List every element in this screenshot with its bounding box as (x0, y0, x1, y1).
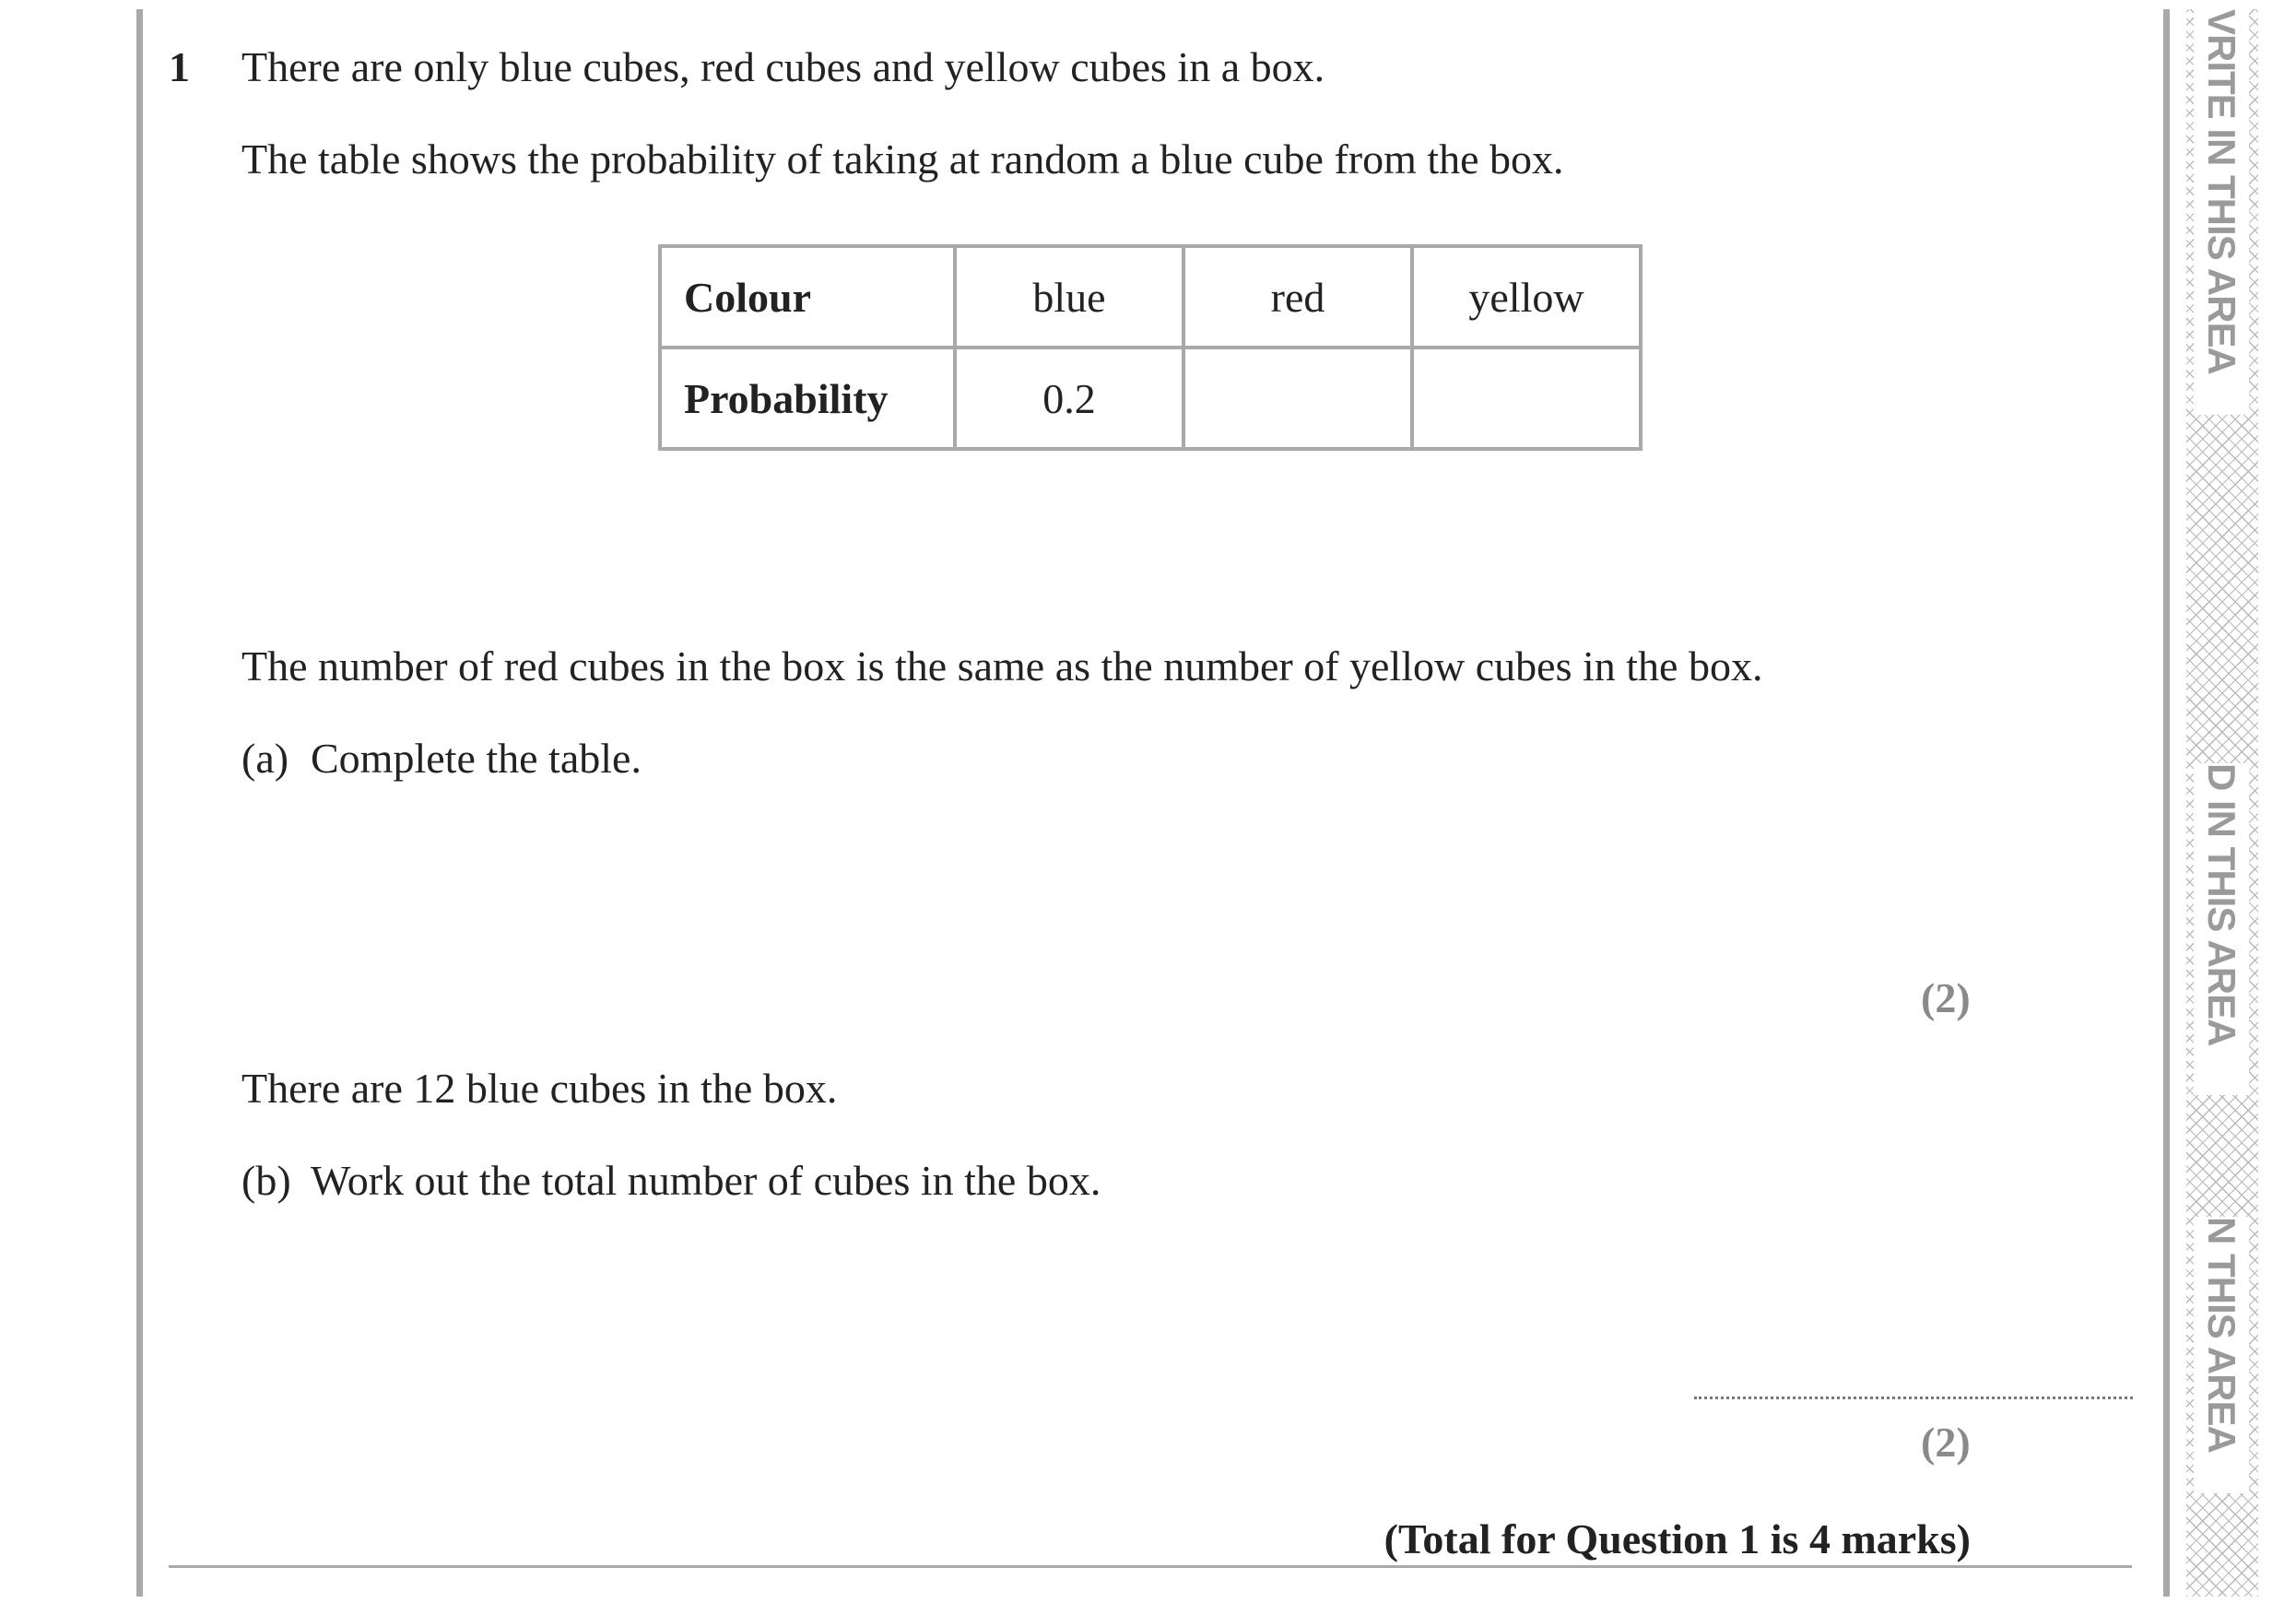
question-intro: There are only blue cubes, red cubes and yellow cubes in a box. (241, 43, 1325, 90)
part-a-text: Complete the table. (311, 735, 642, 782)
part-a-marks: (2) (1921, 974, 1971, 1021)
answer-line[interactable] (1694, 1397, 2133, 1399)
part-b-label: (b) (241, 1157, 291, 1204)
probability-cell-blue: 0.2 (955, 348, 1183, 449)
equal-cubes-statement: The number of red cubes in the box is the same as the number of yellow cubes in the box. (241, 642, 1763, 690)
colour-cell-red: red (1183, 246, 1412, 348)
blue-count-statement: There are 12 blue cubes in the box. (241, 1065, 838, 1112)
probability-row (660, 348, 1641, 449)
part-a-label: (a) (241, 735, 289, 782)
probability-table (658, 244, 1643, 451)
colour-cell-yellow: yellow (1412, 246, 1641, 348)
left-margin-rule (136, 9, 143, 1597)
probability-cell-red[interactable] (1183, 348, 1412, 449)
margin-label-3: N THIS AREA (2194, 1217, 2249, 1493)
right-margin-rule (2163, 9, 2170, 1597)
colour-cell-blue: blue (955, 246, 1183, 348)
probability-header: Probability (660, 348, 955, 449)
margin-label-2: D IN THIS AREA (2194, 763, 2249, 1095)
colour-row (660, 246, 1641, 348)
question-number: 1 (169, 43, 190, 90)
total-marks: (Total for Question 1 is 4 marks) (1383, 1515, 1971, 1562)
bottom-rule (169, 1565, 2132, 1568)
part-b-text: Work out the total number of cubes in the box. (311, 1157, 1101, 1204)
margin-label-1: VRITE IN THIS AREA (2194, 9, 2249, 415)
probability-cell-yellow[interactable] (1412, 348, 1641, 449)
colour-header: Colour (660, 246, 955, 348)
table-intro: The table shows the probability of taking at random a blue cube from the box. (241, 136, 1564, 183)
do-not-write-margin (2186, 9, 2258, 1597)
part-b-marks: (2) (1921, 1419, 1971, 1466)
